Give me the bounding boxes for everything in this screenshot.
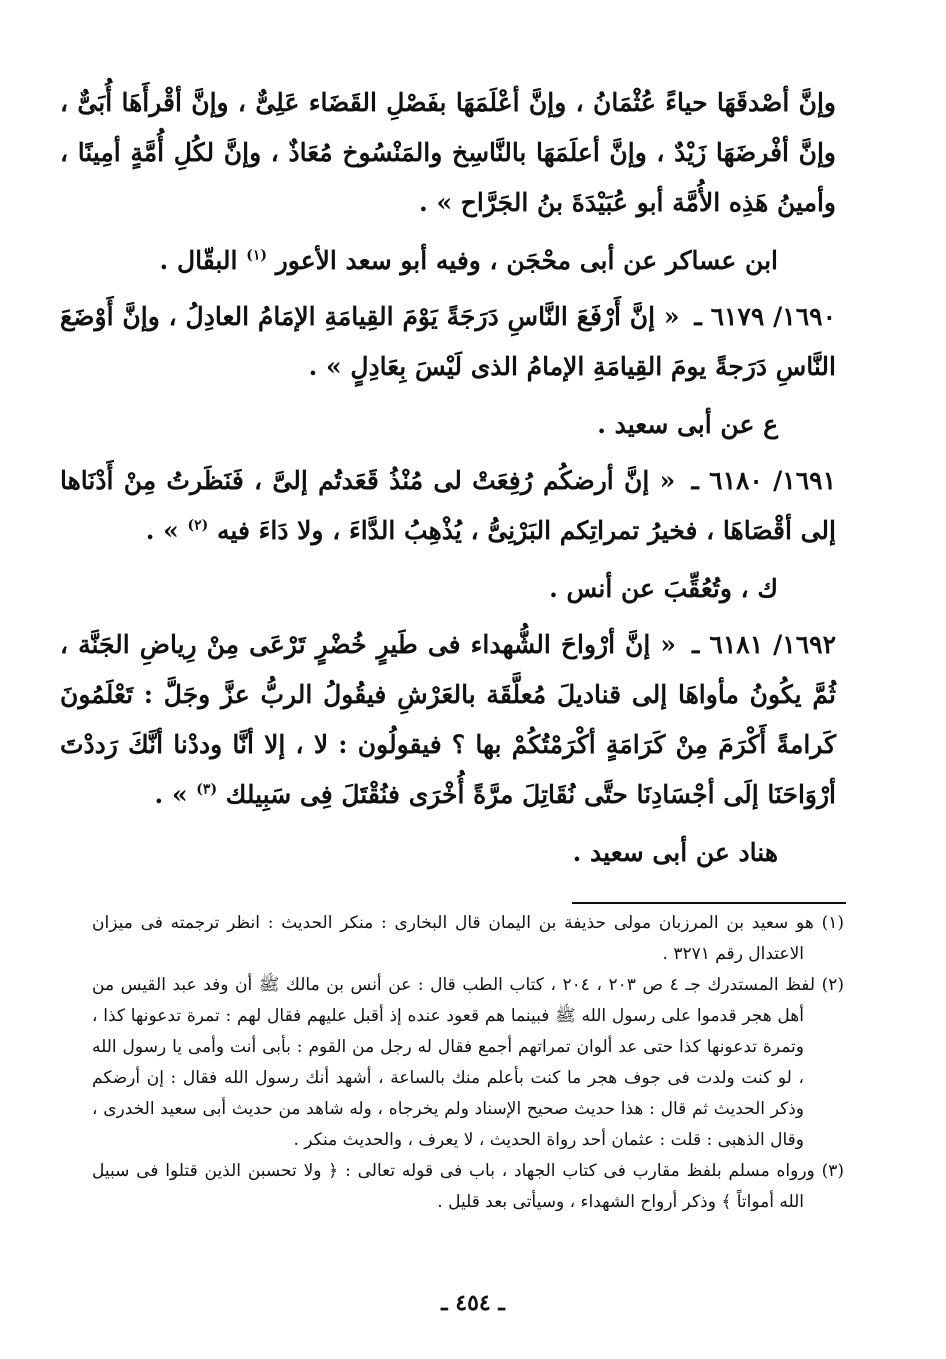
footnote-ref-2[interactable]: (٢) — [187, 517, 209, 534]
footnote-ref-3[interactable]: (٣) — [196, 781, 218, 798]
hadith-text: « إنَّ أَرْفَعَ النَّاسِ دَرَجَةً يَوْمَ القِيامَةِ الإمَامُ العادِلُ ، وإنَّ أَوْضَعَ النَّاسِ دَرَجةً يومَ القِيامَةِ الإمامُ الذى لَيْسَ بِعَادِلٍ » . — [60, 302, 836, 381]
hadith-tail: » . — [145, 516, 179, 545]
page-number: ـ ٤٥٤ ـ — [441, 1290, 505, 1316]
hadith-tail: » . — [154, 780, 188, 809]
source-text: ابن عساكر عن أبى محْجَن ، وفيه أبو سعد الأعور — [275, 246, 778, 275]
footnote-3: (٣) ورواه مسلم بلفظ مقارب فى كتاب الجهاد ، باب فى قوله تعالى : ﴿ ولا تحسبن الذين قتلوا فى سبيل الله أمواتاً ﴾ وذكر أرواح الشهداء ، وسيأتى بعد قليل . — [92, 1161, 844, 1212]
footnote-divider — [572, 902, 846, 904]
hadith-number: ١٦٩١/ ٦١٨٠ ـ — [691, 466, 836, 495]
hadith-1690 — [60, 292, 836, 392]
main-text — [60, 78, 836, 884]
hadith-number: ١٦٩٢/ ٦١٨١ ـ — [692, 630, 836, 659]
hadith-1691 — [60, 456, 836, 556]
footnote-1: (١) هو سعيد بن المرزبان مولى حذيفة بن اليمان قال البخارى : منكر الحديث : انظر ترجمته فى ميزان الاعتدال رقم ٣٢٧١ . — [92, 913, 844, 964]
source-line-abu-said-1: ع عن أبى سعيد . — [597, 410, 778, 439]
hadith-number: ١٦٩٠/ ٦١٧٩ ـ — [694, 302, 836, 331]
hadith-text: « إنَّ أرضكُم رُفِعَتْ لى مُنْذُ قَعَدتُم إلىَّ ، فَنَظَرتُ مِنْ أَدْنَاها إلى أقْصَاهَا ، فخيرُ تمراتِكم البَرْنِىُّ ، يُذْهِبُ الدَّاءَ ، ولا دَاءَ فيه — [60, 466, 836, 545]
source-line-anas: ك ، وتُعُقِّبَ عن أنس . — [549, 574, 778, 603]
source-line-ibn-asakir — [60, 236, 836, 286]
source-tail: البقّال . — [159, 246, 238, 275]
paragraph-continued-hadith: وإنَّ أصْدقَهَا حياءً عُثْمَانُ ، وإنَّ أعْلَمَهَا بفَصْلِ القَضَاء عَلِىٌّ ، وإنَّ أقْرأَهَا أُبَىٌّ ، وإنَّ أفْرضَهَا زَيْدٌ ، وإنَّ أعلَمَهَا بالنَّاسِخ والمَنْسُوخ مُعَاذٌ ، وإنَّ لكُلِ أُمَّةٍ أمِينًا ، وأمينُ هَذِه الأُمَّة أبو عُبَيْدَةَ بنُ الجَرَّاح » . — [60, 88, 836, 217]
source-line-hannad: هناد عن أبى سعيد . — [572, 838, 778, 867]
footnote-2: (٢) لفظ المستدرك جـ ٤ ص ٢٠٣ ، ٢٠٤ ، كتاب الطب قال : عن أنس بن مالك ﷺ أن وفد عبد القيس من أهل هجر قدموا على رسول الله ﷺ فبينما هم قعود عنده إذ أقبل عليهم فقال لهم : تمرة تدعونها كذا ، وتمرة تدعونها كذا حتى عد ألوان تمراتهم أجمع فقال له رجل من القوم : بأبى أنت وأمى يا رسول الله ، لو كنت ولدت فى جوف هجر ما كنت بأعلم منك بالساعة ، أشهد أنك رسول الله فقال : إن أرضكم وذكر الحديث ثم قال : هذا حديث صحيح الإسناد ولم يخرجاه ، وله شاهد من حديث أبى سعيد الخدرى ، وقال الذهبى : قلت : عثمان أحد رواة الحديث ، لا يعرف ، والحديث منكر . — [92, 975, 845, 1150]
hadith-text: « إنَّ أرْواحَ الشُّهداء فى طَيرٍ خُضْرٍ تَرْعَى مِنْ رِياضِ الجَنَّة ، ثُمَّ يكُونُ مأواهَا إلى قناديلَ مُعلَّقَة بالعَرْشِ فيقُولُ الربُّ عزَّ وجَلَّ : تَعْلَمُونَ كَرامةً أَكْرَمَ مِنْ كَرَامَةٍ أكْرَمْتُكُمْ بها ؟ فيقولُون : لا ، إلا أنَّا وددْنا أنَّكَ رَددْتَ أرْوَاحَنَا إلَى أجْسَادِنَا حتَّى نُقَاتِلَ مرَّةً أُخْرَى فنُقْتَلَ فِى سَبِيلك — [60, 630, 836, 809]
hadith-1692 — [60, 620, 836, 820]
footnote-ref-1[interactable]: (١) — [246, 247, 267, 264]
footnotes — [92, 908, 844, 1218]
